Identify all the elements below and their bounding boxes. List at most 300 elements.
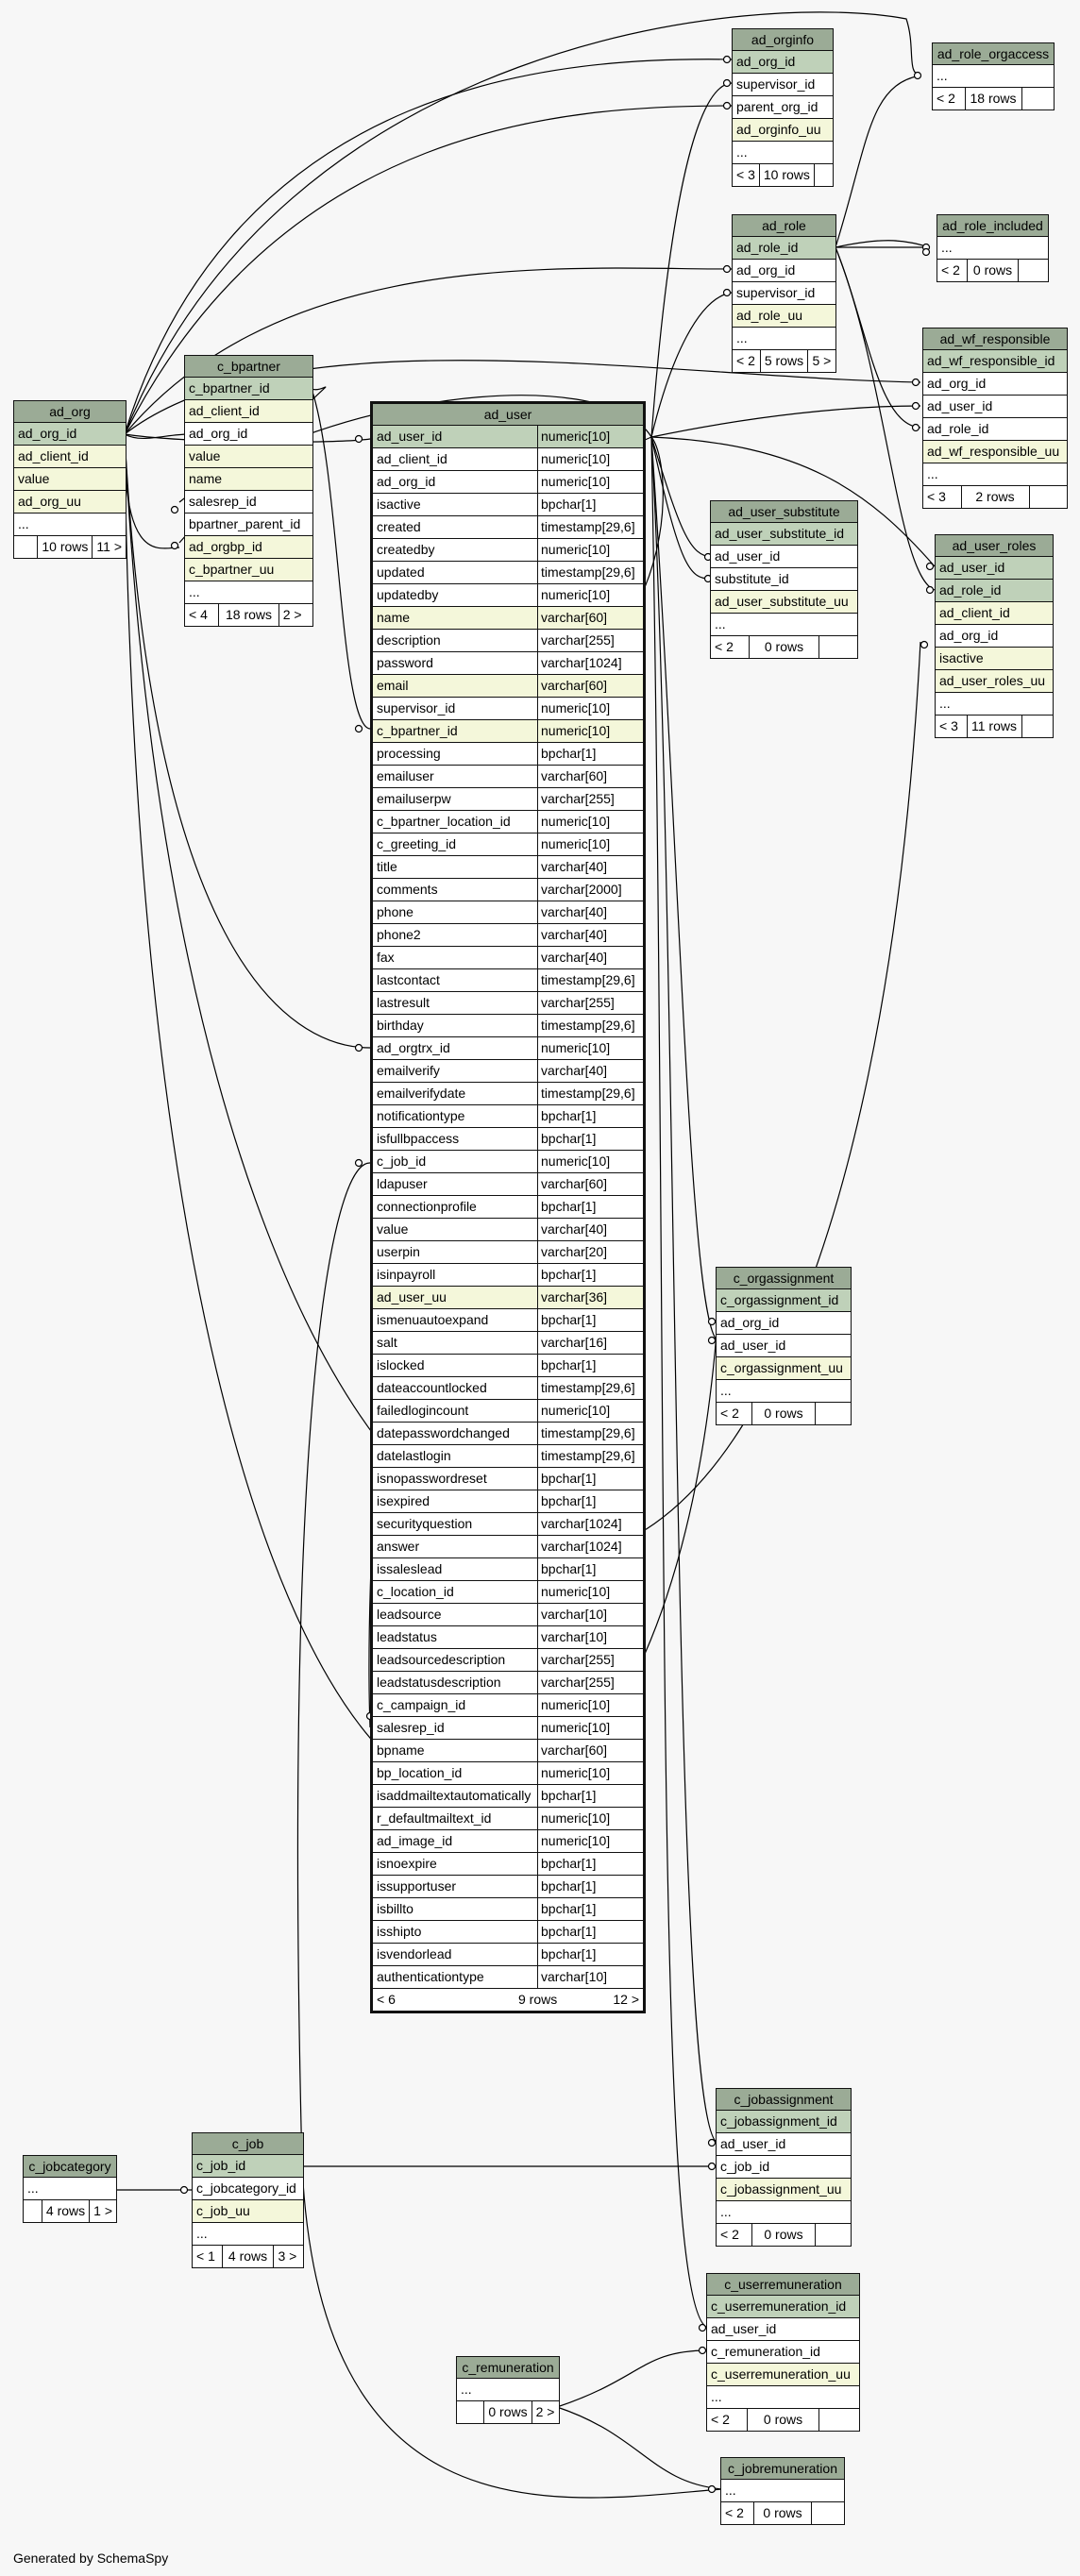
column-row[interactable]: [373, 1128, 643, 1151]
table-ad-user[interactable]: [370, 401, 646, 2013]
column-row[interactable]: [373, 630, 643, 652]
column-row[interactable]: [373, 1581, 643, 1604]
column-row[interactable]: [936, 670, 1053, 693]
column-row[interactable]: [193, 2223, 303, 2246]
column-row[interactable]: [373, 562, 643, 584]
column-row[interactable]: [373, 471, 643, 494]
column-name: parent_org_id: [736, 99, 818, 114]
table-title[interactable]: ad_role: [733, 215, 835, 237]
column-name: c_bpartner_location_id: [377, 814, 511, 829]
column-row[interactable]: [457, 2379, 559, 2401]
column-type: bpchar[1]: [537, 494, 643, 515]
column-row[interactable]: [733, 328, 835, 350]
table-ad-orginfo[interactable]: [732, 28, 834, 187]
column-name: leadsource: [377, 1607, 442, 1622]
column-row[interactable]: [711, 523, 857, 546]
table-footer: [711, 636, 857, 658]
column-name: lastresult: [377, 995, 430, 1010]
footer-children: 2 >: [532, 2401, 559, 2423]
column-name: isactive: [377, 497, 421, 512]
column-name: ad_user_id: [377, 429, 443, 444]
column-name: bp_location_id: [377, 1765, 463, 1780]
column-row[interactable]: [733, 282, 835, 305]
column-row[interactable]: [185, 559, 312, 581]
column-row[interactable]: [707, 2341, 859, 2364]
column-row[interactable]: [933, 65, 1054, 88]
table-title[interactable]: ad_user_substitute: [711, 501, 857, 523]
column-name: isactive: [939, 650, 984, 665]
column-row[interactable]: [373, 1649, 643, 1672]
column-row[interactable]: [373, 1830, 643, 1853]
edge-orgassign-user: [651, 437, 717, 1340]
footer-parents: < 2: [725, 2505, 744, 2520]
edge-role-included-b: [835, 241, 930, 247]
column-row[interactable]: [373, 1740, 643, 1762]
column-name: leadsourcedescription: [377, 1652, 506, 1667]
footer-row-count: 0 rows: [749, 636, 818, 658]
column-row[interactable]: [373, 1513, 643, 1536]
column-row[interactable]: [373, 1355, 643, 1377]
footer-row-count: 0 rows: [753, 2502, 811, 2524]
column-name: ad_user_id: [720, 1338, 786, 1353]
column-row[interactable]: [185, 423, 312, 446]
column-name: ...: [939, 696, 951, 711]
column-row[interactable]: [185, 378, 312, 400]
table-ad-role-orgaccess[interactable]: [932, 42, 1055, 110]
column-row[interactable]: [373, 1762, 643, 1785]
table-title[interactable]: ad_role_included: [937, 215, 1048, 237]
column-row[interactable]: [373, 992, 643, 1015]
column-row[interactable]: [707, 2386, 859, 2409]
table-title[interactable]: ad_wf_responsible: [923, 328, 1067, 350]
column-row[interactable]: [923, 418, 1067, 441]
table-title[interactable]: c_remuneration: [457, 2357, 559, 2379]
column-row[interactable]: [373, 743, 643, 766]
column-row[interactable]: [923, 463, 1067, 486]
edge-role-supervisor: [651, 293, 732, 437]
column-row[interactable]: [936, 648, 1053, 670]
table-footer: [24, 2200, 116, 2222]
column-row[interactable]: [936, 625, 1053, 648]
column-row[interactable]: [733, 142, 833, 164]
column-name: islocked: [377, 1357, 425, 1372]
column-row[interactable]: [733, 74, 833, 96]
column-type: varchar[255]: [537, 630, 643, 651]
column-name: c_bpartner_id: [377, 723, 458, 738]
column-row[interactable]: [717, 2156, 851, 2179]
column-row[interactable]: [14, 423, 126, 446]
column-row[interactable]: [373, 698, 643, 720]
column-row[interactable]: [373, 901, 643, 924]
column-row[interactable]: [373, 1196, 643, 1219]
column-type: numeric[10]: [537, 698, 643, 719]
table-title[interactable]: c_userremuneration: [707, 2274, 859, 2296]
column-row[interactable]: [373, 494, 643, 516]
column-row[interactable]: [717, 1380, 851, 1403]
column-name: ad_role_id: [927, 421, 989, 436]
column-name: dateaccountlocked: [377, 1380, 487, 1395]
table-ad-org[interactable]: [13, 400, 127, 559]
column-type: bpchar[1]: [537, 1898, 643, 1920]
column-row[interactable]: [733, 237, 835, 260]
column-type: varchar[1024]: [537, 1513, 643, 1535]
column-row[interactable]: [717, 1312, 851, 1335]
column-name: supervisor_id: [736, 76, 816, 92]
table-title[interactable]: c_bpartner: [185, 356, 312, 378]
column-row[interactable]: [24, 2178, 116, 2200]
column-type: numeric[10]: [537, 1717, 643, 1739]
column-row[interactable]: [373, 766, 643, 788]
column-row[interactable]: [373, 1332, 643, 1355]
table-title[interactable]: ad_user: [373, 404, 643, 426]
column-type: varchar[10]: [537, 1966, 643, 1988]
column-row[interactable]: [14, 514, 126, 536]
table-ad-role[interactable]: [732, 214, 836, 373]
column-row[interactable]: [923, 350, 1067, 373]
column-type: numeric[10]: [537, 833, 643, 855]
table-title[interactable]: c_orgassignment: [717, 1268, 851, 1289]
footer-children: 3 >: [273, 2246, 303, 2267]
table-footer: [933, 88, 1054, 109]
column-row[interactable]: [373, 1423, 643, 1445]
column-row[interactable]: [923, 396, 1067, 418]
column-name: issupportuser: [377, 1878, 457, 1894]
footer-row-count: 10 rows: [759, 164, 814, 186]
column-row[interactable]: [923, 373, 1067, 396]
footer-children: [1021, 88, 1055, 109]
table-ad-user-substitute[interactable]: [710, 500, 858, 659]
edge-orginfo-supervisor: [651, 83, 732, 437]
column-row[interactable]: [373, 811, 643, 833]
column-row[interactable]: [373, 1898, 643, 1921]
column-name: supervisor_id: [377, 700, 456, 716]
column-row[interactable]: [373, 1694, 643, 1717]
column-name: ad_org_id: [189, 426, 248, 441]
column-row[interactable]: [923, 441, 1067, 463]
table-footer: [373, 1989, 643, 2011]
column-row[interactable]: [14, 446, 126, 468]
footer-parents: < 3: [939, 718, 958, 733]
footer-row-count: 2 rows: [961, 486, 1029, 508]
column-name: c_location_id: [377, 1584, 454, 1599]
column-name: notificationtype: [377, 1108, 465, 1123]
column-row[interactable]: [711, 546, 857, 568]
footer-parents: < 2: [937, 91, 955, 106]
column-name: ad_wf_responsible_id: [927, 353, 1055, 368]
table-title[interactable]: c_jobassignment: [717, 2089, 851, 2111]
column-row[interactable]: [185, 468, 312, 491]
table-title[interactable]: c_job: [193, 2133, 303, 2155]
column-row[interactable]: [936, 580, 1053, 602]
column-name: lastcontact: [377, 972, 440, 987]
footer-parents: < 2: [711, 2412, 730, 2427]
column-row[interactable]: [373, 652, 643, 675]
column-name: value: [377, 1221, 409, 1237]
table-c-jobassignment[interactable]: [716, 2088, 852, 2247]
column-type: varchar[10]: [537, 1604, 643, 1625]
footer-parents: [24, 2200, 42, 2222]
column-row[interactable]: [373, 426, 643, 448]
column-name: ad_role_id: [939, 582, 1002, 598]
table-title[interactable]: ad_orginfo: [733, 29, 833, 51]
column-name: ad_user_id: [939, 560, 1005, 575]
footer-children: [1029, 486, 1068, 508]
table-c-userremuneration[interactable]: [706, 2273, 860, 2432]
table-footer: [937, 260, 1048, 281]
column-type: timestamp[29,6]: [537, 1377, 643, 1399]
column-type: varchar[255]: [537, 992, 643, 1014]
footer-parents: < 6: [377, 1992, 396, 2007]
column-row[interactable]: [717, 2111, 851, 2133]
column-row[interactable]: [717, 1357, 851, 1380]
table-ad-wf-responsible[interactable]: [922, 328, 1068, 509]
column-type: bpchar[1]: [537, 1853, 643, 1875]
column-type: varchar[10]: [537, 1626, 643, 1648]
column-name: c_job_id: [196, 2158, 246, 2173]
column-row[interactable]: [373, 1400, 643, 1423]
column-name: issaleslead: [377, 1561, 443, 1576]
column-name: updated: [377, 564, 425, 580]
table-footer: [733, 350, 835, 372]
column-row[interactable]: [733, 119, 833, 142]
footer-row-count: 11 rows: [967, 716, 1021, 737]
column-name: phone: [377, 904, 413, 919]
edge-userrem-user: [651, 437, 708, 2328]
column-row[interactable]: [717, 2133, 851, 2156]
column-row[interactable]: [193, 2178, 303, 2200]
column-row[interactable]: [373, 448, 643, 471]
column-row[interactable]: [193, 2155, 303, 2178]
table-title[interactable]: ad_org: [14, 401, 126, 423]
column-row[interactable]: [373, 1105, 643, 1128]
column-row[interactable]: [373, 1015, 643, 1037]
column-name: ad_user_uu: [377, 1289, 447, 1305]
table-ad-role-included[interactable]: [937, 214, 1049, 282]
column-row[interactable]: [373, 1445, 643, 1468]
column-row[interactable]: [373, 1966, 643, 1989]
column-row[interactable]: [373, 539, 643, 562]
table-c-orgassignment[interactable]: [716, 1267, 852, 1425]
column-row[interactable]: [193, 2200, 303, 2223]
column-row[interactable]: [373, 1672, 643, 1694]
footer-row-count: 18 rows: [218, 604, 278, 626]
column-name: fax: [377, 950, 395, 965]
footer-parents: < 2: [736, 353, 755, 368]
column-type: numeric[10]: [537, 1694, 643, 1716]
column-type: bpchar[1]: [537, 1355, 643, 1376]
column-name: datelastlogin: [377, 1448, 451, 1463]
column-row[interactable]: [373, 1151, 643, 1173]
column-row[interactable]: [373, 1853, 643, 1876]
column-row[interactable]: [373, 1309, 643, 1332]
column-name: name: [189, 471, 223, 486]
column-row[interactable]: [733, 51, 833, 74]
table-c-jobcategory[interactable]: [23, 2155, 117, 2223]
table-footer: [707, 2409, 859, 2431]
column-row[interactable]: [717, 2179, 851, 2201]
column-row[interactable]: [185, 446, 312, 468]
column-row[interactable]: [185, 581, 312, 604]
column-row[interactable]: [373, 516, 643, 539]
column-row[interactable]: [937, 237, 1048, 260]
column-row[interactable]: [373, 969, 643, 992]
column-row[interactable]: [721, 2480, 844, 2502]
column-row[interactable]: [14, 491, 126, 514]
column-row[interactable]: [373, 1944, 643, 1966]
column-name: connectionprofile: [377, 1199, 477, 1214]
edge-user-job: [297, 1163, 370, 2166]
column-name: ldapuser: [377, 1176, 428, 1191]
column-row[interactable]: [185, 491, 312, 514]
column-name: ...: [720, 1383, 732, 1398]
footer-parents: < 1: [196, 2248, 215, 2264]
table-c-remuneration[interactable]: [456, 2356, 560, 2424]
column-row[interactable]: [14, 468, 126, 491]
column-row[interactable]: [373, 1060, 643, 1083]
table-footer: [717, 1403, 851, 1424]
footer-children: 11 >: [92, 536, 126, 558]
footer-children: [815, 1403, 851, 1424]
column-row[interactable]: [373, 675, 643, 698]
column-row[interactable]: [373, 1536, 643, 1558]
column-type: timestamp[29,6]: [537, 1423, 643, 1444]
column-row[interactable]: [936, 602, 1053, 625]
column-row[interactable]: [707, 2364, 859, 2386]
column-row[interactable]: [373, 607, 643, 630]
generated-by-label: Generated by SchemaSpy: [13, 2551, 169, 2566]
column-row[interactable]: [707, 2296, 859, 2318]
table-c-bpartner[interactable]: [184, 355, 313, 627]
column-row[interactable]: [373, 1468, 643, 1490]
column-name: email: [377, 678, 409, 693]
column-type: numeric[10]: [537, 584, 643, 606]
column-row[interactable]: [373, 879, 643, 901]
column-name: ad_org_id: [736, 54, 796, 69]
column-row[interactable]: [717, 2201, 851, 2224]
column-name: ad_user_substitute_uu: [715, 594, 849, 609]
column-row[interactable]: [373, 833, 643, 856]
column-row[interactable]: [373, 1785, 643, 1808]
column-name: ...: [461, 2382, 472, 2397]
column-row[interactable]: [707, 2318, 859, 2341]
column-row[interactable]: [185, 400, 312, 423]
column-type: varchar[40]: [537, 1219, 643, 1240]
column-row[interactable]: [717, 1335, 851, 1357]
column-row[interactable]: [373, 1626, 643, 1649]
table-c-job[interactable]: [192, 2132, 304, 2268]
column-name: ad_org_id: [720, 1315, 780, 1330]
footer-row-count: 0 rows: [751, 1403, 815, 1424]
column-row[interactable]: [185, 536, 312, 559]
column-row[interactable]: [373, 1876, 643, 1898]
column-row[interactable]: [373, 856, 643, 879]
column-name: value: [189, 448, 221, 463]
footer-children: 12 >: [613, 1992, 639, 2007]
column-name: ...: [27, 2180, 39, 2196]
column-row[interactable]: [936, 557, 1053, 580]
column-name: securityquestion: [377, 1516, 473, 1531]
column-name: created: [377, 519, 421, 534]
column-row[interactable]: [373, 1219, 643, 1241]
column-row[interactable]: [373, 1377, 643, 1400]
column-row[interactable]: [373, 720, 643, 743]
column-name: ad_user_roles_uu: [939, 673, 1046, 688]
column-name: isbillto: [377, 1901, 413, 1916]
column-row[interactable]: [373, 1287, 643, 1309]
column-row[interactable]: [373, 1264, 643, 1287]
table-title[interactable]: ad_role_orgaccess: [933, 43, 1054, 65]
table-title[interactable]: c_jobcategory: [24, 2156, 116, 2178]
table-footer: [14, 536, 126, 558]
column-row[interactable]: [936, 693, 1053, 716]
column-type: bpchar[1]: [537, 1944, 643, 1965]
column-row[interactable]: [373, 1037, 643, 1060]
column-row[interactable]: [373, 947, 643, 969]
footer-parents: < 2: [715, 639, 734, 654]
footer-row-count: 0 rows: [751, 2224, 815, 2246]
column-row[interactable]: [185, 514, 312, 536]
column-name: bpartner_parent_id: [189, 516, 301, 531]
column-name: ...: [736, 144, 748, 160]
column-name: salt: [377, 1335, 397, 1350]
column-row[interactable]: [373, 1558, 643, 1581]
table-c-jobremuneration[interactable]: [720, 2457, 845, 2525]
column-row[interactable]: [373, 1241, 643, 1264]
column-name: emailverifydate: [377, 1086, 466, 1101]
column-name: password: [377, 655, 433, 670]
column-row[interactable]: [373, 1490, 643, 1513]
column-row[interactable]: [711, 614, 857, 636]
column-name: ad_client_id: [18, 448, 89, 463]
column-row[interactable]: [373, 1173, 643, 1196]
edge-userrem-rem: [557, 2350, 708, 2407]
table-title[interactable]: c_jobremuneration: [721, 2458, 844, 2480]
column-row[interactable]: [373, 1921, 643, 1944]
column-row[interactable]: [373, 1717, 643, 1740]
column-name: processing: [377, 746, 441, 761]
table-ad-user-roles[interactable]: [935, 534, 1054, 738]
column-type: bpchar[1]: [537, 1490, 643, 1512]
column-row[interactable]: [733, 260, 835, 282]
footer-children: 2 >: [278, 604, 312, 626]
column-name: ad_user_substitute_id: [715, 526, 844, 541]
column-row[interactable]: [717, 1289, 851, 1312]
column-row[interactable]: [373, 924, 643, 947]
table-footer: [457, 2401, 559, 2423]
column-name: isnopasswordreset: [377, 1471, 487, 1486]
column-type: varchar[40]: [537, 856, 643, 878]
edge-jobrem-rem: [557, 2407, 722, 2489]
column-row[interactable]: [373, 788, 643, 811]
column-name: createdby: [377, 542, 435, 557]
column-row[interactable]: [373, 1083, 643, 1105]
footer-parents: [457, 2401, 483, 2423]
column-row[interactable]: [373, 584, 643, 607]
column-name: ...: [189, 584, 200, 599]
column-type: varchar[40]: [537, 947, 643, 968]
column-row[interactable]: [711, 591, 857, 614]
edge-substitute-user: [651, 437, 713, 557]
column-type: varchar[60]: [537, 1173, 643, 1195]
column-name: emailuserpw: [377, 791, 451, 806]
column-row[interactable]: [733, 96, 833, 119]
column-row[interactable]: [711, 568, 857, 591]
column-row[interactable]: [733, 305, 835, 328]
table-title[interactable]: ad_user_roles: [936, 535, 1053, 557]
column-row[interactable]: [373, 1808, 643, 1830]
column-row[interactable]: [373, 1604, 643, 1626]
footer-children: [815, 2224, 851, 2246]
